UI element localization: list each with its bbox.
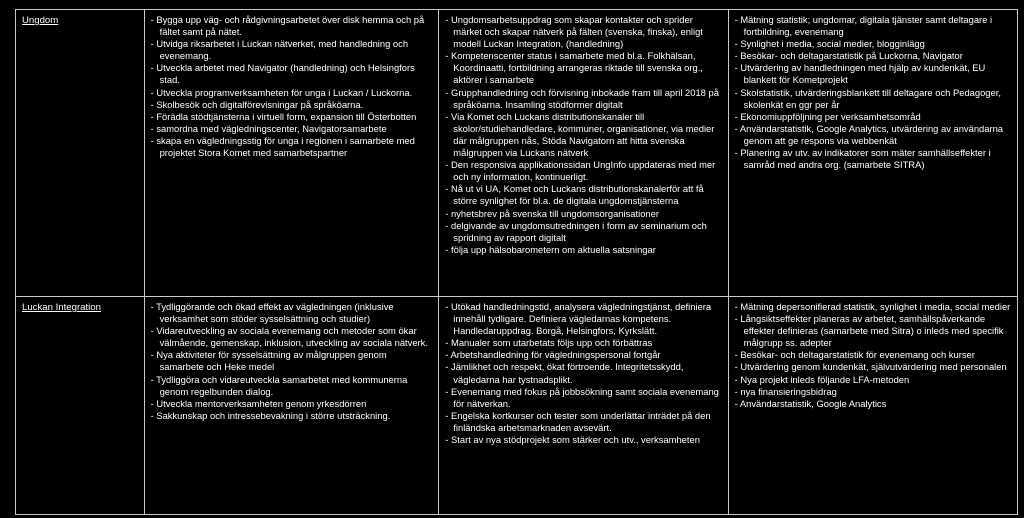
table-body: [16, 10, 1018, 515]
row-label-cell: [16, 10, 145, 297]
evaluation-cell: [728, 10, 1017, 297]
activities-cell: [439, 10, 728, 297]
list-item: - Engelska kortkurser och tester som underlättar inträdet på den finländska arbetsmarknaden avsevärt.: [445, 409, 711, 433]
list-item: - Långsiktseffekter planeras av arbetet, samhällspåverkande effekter definieras (samarbete med Sitra) o inleds med specifik målgrupp ss. adepter: [734, 313, 1004, 349]
list-item: - Kompetenscenter status i samarbete med bl.a. Folkhälsan, Koordinaatti, fortbildning arrangeras riktade till svenska org., aktörer i samarbete: [445, 50, 703, 86]
list-item: - Besökar- och deltagarstatistik för evenemang och kurser: [734, 349, 975, 361]
row-label: Luckan Integration: [22, 302, 101, 313]
list-item: - Skolbesök och digitalförevisningar på språköarna.: [150, 98, 364, 110]
list-item: - Synlighet i media, social medier, blogginlägg: [734, 38, 925, 50]
list-item: - nyhetsbrev på svenska till ungdomsorganisationer: [445, 207, 659, 219]
list-item: - nya finansieringsbidrag: [734, 385, 837, 397]
evaluation-list: [735, 301, 1011, 410]
goals-cell: [144, 10, 439, 297]
goals-cell: [144, 297, 439, 515]
list-item: - Skolstatistik, utvärderingsblankett till deltagare och Pedagoger, skolenkät en ggr per år: [734, 86, 1001, 110]
list-item: - samordna med vägledningscenter, Navigatorsamarbete: [150, 122, 387, 134]
list-item: - Evenemang med fokus på jobbsökning samt sociala evenemang för nätverkan.: [445, 385, 719, 409]
list-item: - Nya projekt inleds följande LFA-metoden: [734, 373, 910, 385]
row-label-cell: [16, 297, 145, 515]
list-item: - Användarstatistik, Google Analytics, utvärdering av användarna genom att ge respons via webbenkät: [734, 122, 1004, 146]
list-item: - Utvärdering genom kundenkät, självutvärdering med personalen: [734, 361, 1007, 373]
list-item: - Utvidga riksarbetet i Luckan nätverket, med handledning och evenemang.: [150, 38, 409, 62]
list-item: - Förädla stödtjänsterna i virtuell form, expansion till Österbotten: [150, 110, 417, 122]
list-item: - Tydliggörande och ökad effekt av vägledningen (inklusive verksamhet som stöder sysselsättning och studier): [150, 301, 394, 325]
list-item: - Utökad handledningstid, analysera vägledningstjänst, definiera innehåll tydligare. Definiera vägledarnas kompetens. Handledaruppdrag. Borgå, Helsingfors, Kyrkslätt.: [445, 301, 712, 337]
list-item: - Ekonomiuppföljning per verksamhetsområd: [734, 110, 921, 122]
activities-cell: [439, 297, 728, 515]
table-row: [16, 10, 1018, 297]
list-item: - Grupphandledning och förvisning inbokade fram till april 2018 på språköarna. Insamling stödformer digitalt: [445, 86, 719, 110]
list-item: - Tydliggöra och vidareutveckla samarbetet med kommunerna genom regelbunden dialog.: [150, 373, 408, 397]
list-item: - skapa en vägledningsstig för unga i regionen i samarbete med projektet Stora Komet med samarbetspartner: [150, 134, 415, 159]
activities-list: [445, 14, 721, 256]
list-item: - Användarstatistik, Google Analytics: [734, 397, 887, 409]
table-row: [16, 297, 1018, 515]
list-item: - Nå ut vi UA, Komet och Luckans distributionskanalerför att få större synlighet för bl.a. de digitala ungdomstjänsterna: [445, 183, 704, 207]
goals-list: [151, 14, 433, 159]
list-item: - Bygga upp väg- och rådgivningsarbetet över disk hemma och på fältet samt på nätet.: [150, 14, 425, 38]
list-item: - Jämlikhet och respekt, ökat förtroende. Integritetsskydd, vägledarna har tystnadsplikt.: [445, 361, 684, 385]
list-item: - delgivande av ungdomsutredningen i form av seminarium och spridning av rapport digitalt: [445, 219, 707, 243]
list-item: - Mätning statistik; ungdomar, digitala tjänster samt deltagare i fortbildning, evenemang: [734, 14, 993, 38]
list-item: - Utveckla mentorverksamheten genom yrkesdörren: [150, 397, 367, 409]
list-item: - Sakkunskap och intressebevakning i större utsträckning.: [150, 409, 391, 421]
list-item: - Utvärdering av handledningen med hjälp av kundenkät, EU blankett för Kometprojekt: [734, 62, 986, 86]
list-item: - Manualer som utarbetats följs upp och förbättras: [445, 337, 653, 349]
list-item: - Besökar- och deltagarstatistik på Luckorna, Navigator: [734, 50, 963, 62]
row-label: Ungdom: [22, 15, 59, 26]
list-item: - Vidareutveckling av sociala evenemang och metoder som ökar välmående, gemenskap, inklusion, utveckling av sociala nätverk.: [150, 325, 428, 349]
list-item: - Arbetshandledning för vägledningspersonal fortgår: [445, 349, 661, 361]
evaluation-list: [735, 14, 1011, 171]
list-item: - Mätning depersonifierad statistik, synlighet i media, social medier: [734, 301, 1011, 312]
list-item: - Den responsiva applikationssidan UngInfo uppdateras med mer och ny information, kontinuerligt.: [445, 159, 716, 183]
list-item: - Nya aktiviteter för sysselsättning av målgruppen genom samarbete och Heke medel: [150, 349, 387, 373]
list-item: - Start av nya stödprojekt som stärker och utv., verksamheten: [445, 434, 700, 446]
list-item: - Utveckla programverksamheten för unga i Luckan / Luckorna.: [150, 86, 413, 98]
list-item: - Via Komet och Luckans distributionskanaler till skolor/studiehandledare, kommuner, organisationer, via medier där målgruppen nås, Stöda Navigatorn att hitta svenska målgruppen via Luckans nätverk: [445, 110, 715, 159]
goals-list: [151, 301, 433, 422]
list-item: - Utveckla arbetet med Navigator (handledning) och Helsingfors stad.: [150, 62, 415, 86]
list-item: - Planering av utv. av indikatorer som mäter samhällseffekter i samråd med andra org. (samarbete SITRA): [734, 147, 991, 171]
list-item: - Ungdomsarbetsuppdrag som skapar kontakter och sprider märket och skapar nätverk på fälten (svenska, finska), enligt modell Luckan Integration, (handledning): [445, 14, 703, 50]
evaluation-cell: [728, 297, 1017, 515]
list-item: - följa upp hälsobarometern om aktuella satsningar: [445, 243, 656, 255]
activities-list: [445, 301, 721, 446]
action-plan-table: [15, 9, 1018, 515]
